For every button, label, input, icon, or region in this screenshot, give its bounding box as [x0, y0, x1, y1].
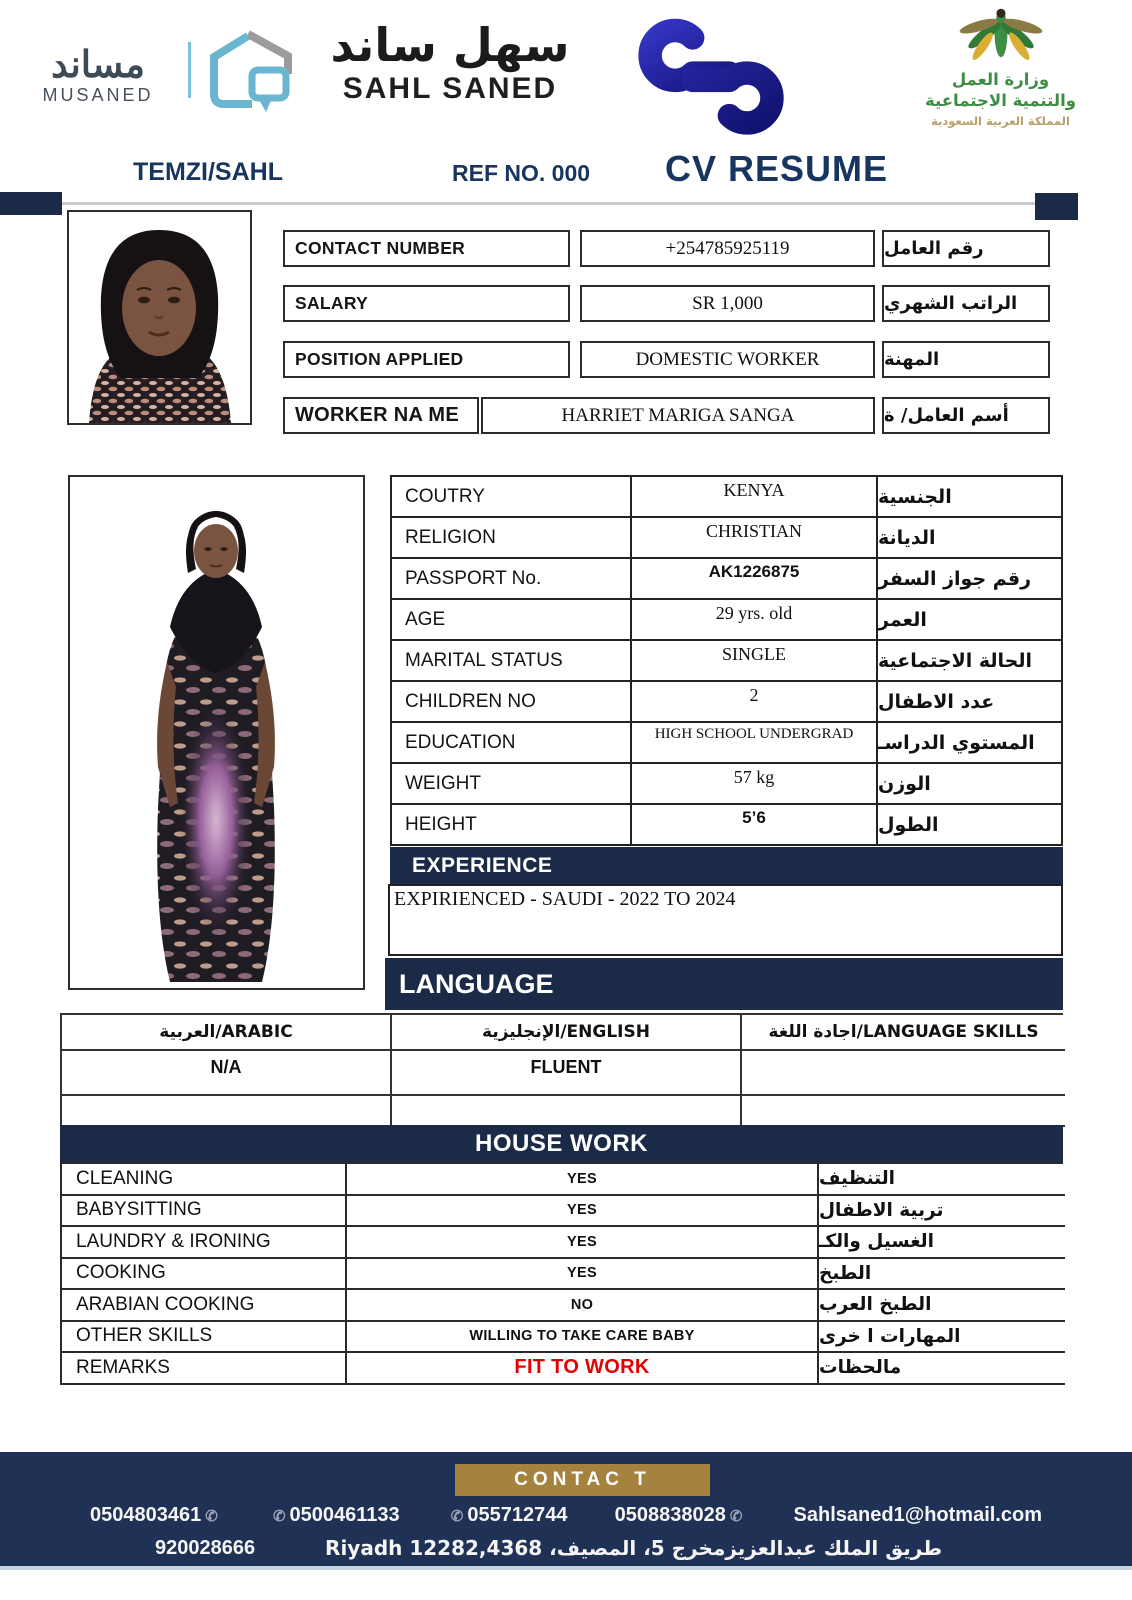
detail-arabic-marital: الحالة الاجتماعية: [878, 641, 1061, 682]
detail-label-height: HEIGHT: [392, 805, 632, 846]
ministry-line1: وزارة العمل: [951, 70, 1050, 89]
housework-label-remarks: REMARKS: [62, 1353, 347, 1385]
detail-value-passport: AK1226875: [632, 559, 878, 600]
housework-label-cooking: COOKING: [62, 1259, 347, 1291]
detail-arabic-height: الطول: [878, 805, 1061, 846]
email-address: Sahlsaned1@hotmail.com: [793, 1504, 1042, 1526]
housework-arabic-other-skills: المهارات ا خرى: [819, 1322, 1065, 1354]
field-arabic-position: المهنة: [882, 341, 1050, 378]
phone-icon: ✆: [205, 1507, 218, 1525]
portrait-photo: [67, 210, 252, 425]
address: طريق الملك عبدالعزيزمخرج 5، المصيف، Riyadh 12282,4368: [325, 1536, 943, 1560]
hotline-number: 920028666: [155, 1536, 256, 1559]
field-label-worker-name: WORKER NA ME: [283, 397, 479, 434]
detail-label-religion: RELIGION: [392, 518, 632, 559]
housework-value-babysitting: YES: [347, 1196, 819, 1228]
field-arabic-worker-name: أسم العامل/ ة: [882, 397, 1050, 434]
detail-arabic-country: الجنسية: [878, 477, 1061, 518]
detail-value-marital: SINGLE: [632, 641, 878, 682]
phone-icon: ✆: [729, 1507, 743, 1525]
detail-value-religion: CHRISTIAN: [632, 518, 878, 559]
language-value-arabic: N/A: [62, 1051, 392, 1096]
detail-label-education: EDUCATION: [392, 723, 632, 764]
language-col-arabic: العربية/ARABIC: [62, 1015, 392, 1051]
ref-no: REF NO. 000: [452, 160, 591, 186]
field-value-position: DOMESTIC WORKER: [580, 341, 875, 378]
detail-value-children: 2: [632, 682, 878, 723]
detail-arabic-passport: رقم جواز السفر: [878, 559, 1061, 600]
sahl-arabic: سهل ساند: [330, 18, 570, 72]
ministry-line3: المملكة العربية السعودية: [931, 114, 1070, 129]
housework-value-cleaning: YES: [347, 1164, 819, 1196]
detail-value-age: 29 yrs. old: [632, 600, 878, 641]
detail-label-weight: WEIGHT: [392, 764, 632, 805]
experience-header: EXPERIENCE: [390, 847, 1063, 884]
housework-value-cooking: YES: [347, 1259, 819, 1291]
phone-number-2: 0500461133: [289, 1504, 400, 1526]
sahl-latin: SAHL SANED: [342, 72, 558, 105]
housework-arabic-laundry: الغسيل والكـ: [819, 1227, 1065, 1259]
palm-icon: [941, 6, 1061, 70]
fullbody-photo: [68, 475, 365, 990]
details-table: [390, 475, 1063, 846]
language-empty-cell: [392, 1096, 742, 1127]
field-label-contact-number: CONTACT NUMBER: [283, 230, 570, 267]
housework-label-babysitting: BABYSITTING: [62, 1196, 347, 1228]
contact-banner: CONTAC T: [455, 1464, 710, 1496]
language-col-skills: اجادة اللغة/LANGUAGE SKILLS: [742, 1015, 1065, 1051]
field-label-salary: SALARY: [283, 285, 570, 322]
housework-arabic-arabian-cooking: الطبخ العرب: [819, 1290, 1065, 1322]
doc-code: TEMZI/SAHL: [133, 158, 283, 186]
detail-arabic-age: العمر: [878, 600, 1061, 641]
housework-header: HOUSE WORK: [60, 1125, 1063, 1162]
sahl-saned-wordmark: [305, 18, 595, 106]
field-value-contact-number: +254785925119: [580, 230, 875, 267]
footer: [0, 1452, 1132, 1570]
housework-value-arabian-cooking: NO: [347, 1290, 819, 1322]
housework-label-cleaning: CLEANING: [62, 1164, 347, 1196]
language-header: LANGUAGE: [385, 958, 1063, 1010]
housework-arabic-remarks: مالحظات: [819, 1353, 1065, 1385]
language-empty-cell: [742, 1096, 1065, 1127]
phone-number-3: 055712744: [467, 1504, 568, 1526]
field-label-position: POSITION APPLIED: [283, 341, 570, 378]
housework-arabic-cleaning: التنظيف: [819, 1164, 1065, 1196]
language-empty-cell: [62, 1096, 392, 1127]
musaned-logo: [18, 46, 178, 106]
detail-value-weight: 57 kg: [632, 764, 878, 805]
housework-label-arabian-cooking: ARABIAN COOKING: [62, 1290, 347, 1322]
housework-label-other-skills: OTHER SKILLS: [62, 1322, 347, 1354]
language-col-english: الإنجليزية/ENGLISH: [392, 1015, 742, 1051]
field-arabic-contact-number: رقم العامل: [882, 230, 1050, 267]
housework-value-other-skills: WILLING TO TAKE CARE BABY: [347, 1322, 819, 1354]
detail-value-education: HIGH SCHOOL UNDERGRAD: [632, 723, 878, 764]
sahl-saned-s-icon: [615, 10, 810, 142]
detail-label-age: AGE: [392, 600, 632, 641]
detail-arabic-weight: الوزن: [878, 764, 1061, 805]
portrait-image: [69, 212, 250, 423]
housework-arabic-cooking: الطبخ: [819, 1259, 1065, 1291]
ministry-logo: [888, 6, 1113, 129]
housework-table: [60, 1162, 1063, 1385]
experience-text: EXPIRIENCED - SAUDI - 2022 TO 2024: [388, 884, 1063, 956]
page-title: CV RESUME: [665, 148, 889, 189]
fullbody-image: [70, 477, 363, 988]
phone-icon: ✆: [272, 1507, 286, 1525]
housework-value-laundry: YES: [347, 1227, 819, 1259]
field-arabic-salary: الراتب الشهري: [882, 285, 1050, 322]
phone-icon: ✆: [450, 1507, 464, 1525]
detail-label-children: CHILDREN NO: [392, 682, 632, 723]
corner-bar-right: [1035, 193, 1078, 220]
musaned-arabic: مساند: [51, 44, 145, 85]
detail-value-height: 5’6: [632, 805, 878, 846]
language-value-skills: [742, 1051, 1065, 1096]
detail-arabic-children: عدد الاطفال: [878, 682, 1061, 723]
musaned-latin: MUSANED: [42, 85, 154, 105]
ministry-line2: والتنمية الاجتماعية: [925, 90, 1076, 110]
language-value-english: FLUENT: [392, 1051, 742, 1096]
phone-number-1: 0504803461: [90, 1504, 202, 1526]
logo-divider: [188, 42, 191, 98]
detail-label-country: COUTRY: [392, 477, 632, 518]
detail-label-marital: MARITAL STATUS: [392, 641, 632, 682]
detail-label-passport: PASSPORT No.: [392, 559, 632, 600]
housework-label-laundry: LAUNDRY & IRONING: [62, 1227, 347, 1259]
detail-arabic-religion: الديانة: [878, 518, 1061, 559]
housework-arabic-babysitting: تربية الاطفال: [819, 1196, 1065, 1228]
phone-number-4: 0508838028: [614, 1504, 726, 1526]
field-value-worker-name: HARRIET MARIGA SANGA: [481, 397, 875, 434]
detail-arabic-education: المستوي الدراسـ: [878, 723, 1061, 764]
stray-mark: `: [6, 210, 11, 227]
header-rule: [60, 202, 1065, 205]
housework-value-remarks: FIT TO WORK: [347, 1353, 819, 1385]
language-table: [60, 1013, 1063, 1127]
detail-value-country: KENYA: [632, 477, 878, 518]
home-icon: [200, 24, 300, 120]
field-value-salary: SR 1,000: [580, 285, 875, 322]
